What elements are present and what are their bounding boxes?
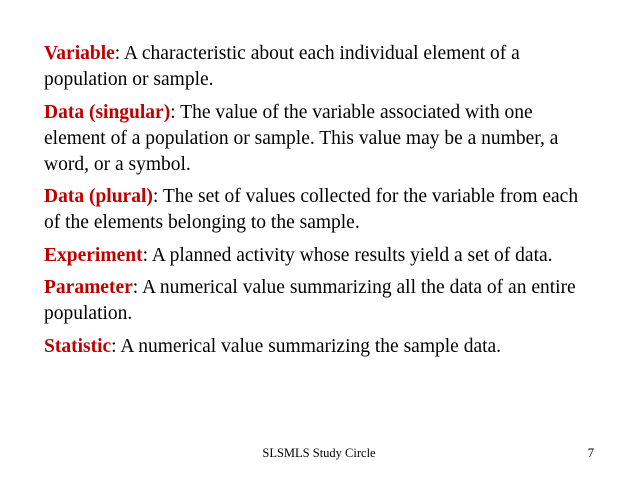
term-label: Experiment bbox=[44, 244, 143, 266]
footer-title: SLSMLS Study Circle bbox=[262, 446, 376, 460]
definition-text: : A numerical value summarizing all the data of an entire population. bbox=[44, 277, 576, 324]
definition-text: : A characteristic about each individual element of a population or sample. bbox=[44, 43, 520, 90]
definition-text: : A planned activity whose results yield a set of data. bbox=[142, 244, 553, 266]
definition-data-plural bbox=[44, 184, 599, 236]
definition-text: : A numerical value summarizing the sample data. bbox=[111, 335, 502, 357]
page-number: 7 bbox=[587, 446, 594, 460]
term-label: Parameter bbox=[44, 277, 133, 298]
term-label: Data (plural) bbox=[44, 186, 153, 207]
definition-parameter bbox=[44, 275, 599, 327]
term-label: Variable bbox=[44, 43, 115, 64]
term-label: Data (singular) bbox=[44, 101, 171, 123]
definition-list bbox=[44, 41, 599, 366]
definition-statistic bbox=[44, 334, 599, 360]
definition-text: : The set of values collected for the variable from each of the elements belonging to the sample. bbox=[44, 186, 579, 233]
term-label: Statistic bbox=[44, 335, 112, 357]
definition-data-singular bbox=[44, 100, 599, 178]
definition-variable bbox=[44, 41, 599, 93]
definition-text: : The value of the variable associated with one element of a population or sample. This value may be a number, a word, or a symbol. bbox=[44, 101, 559, 175]
definition-experiment bbox=[44, 243, 599, 269]
